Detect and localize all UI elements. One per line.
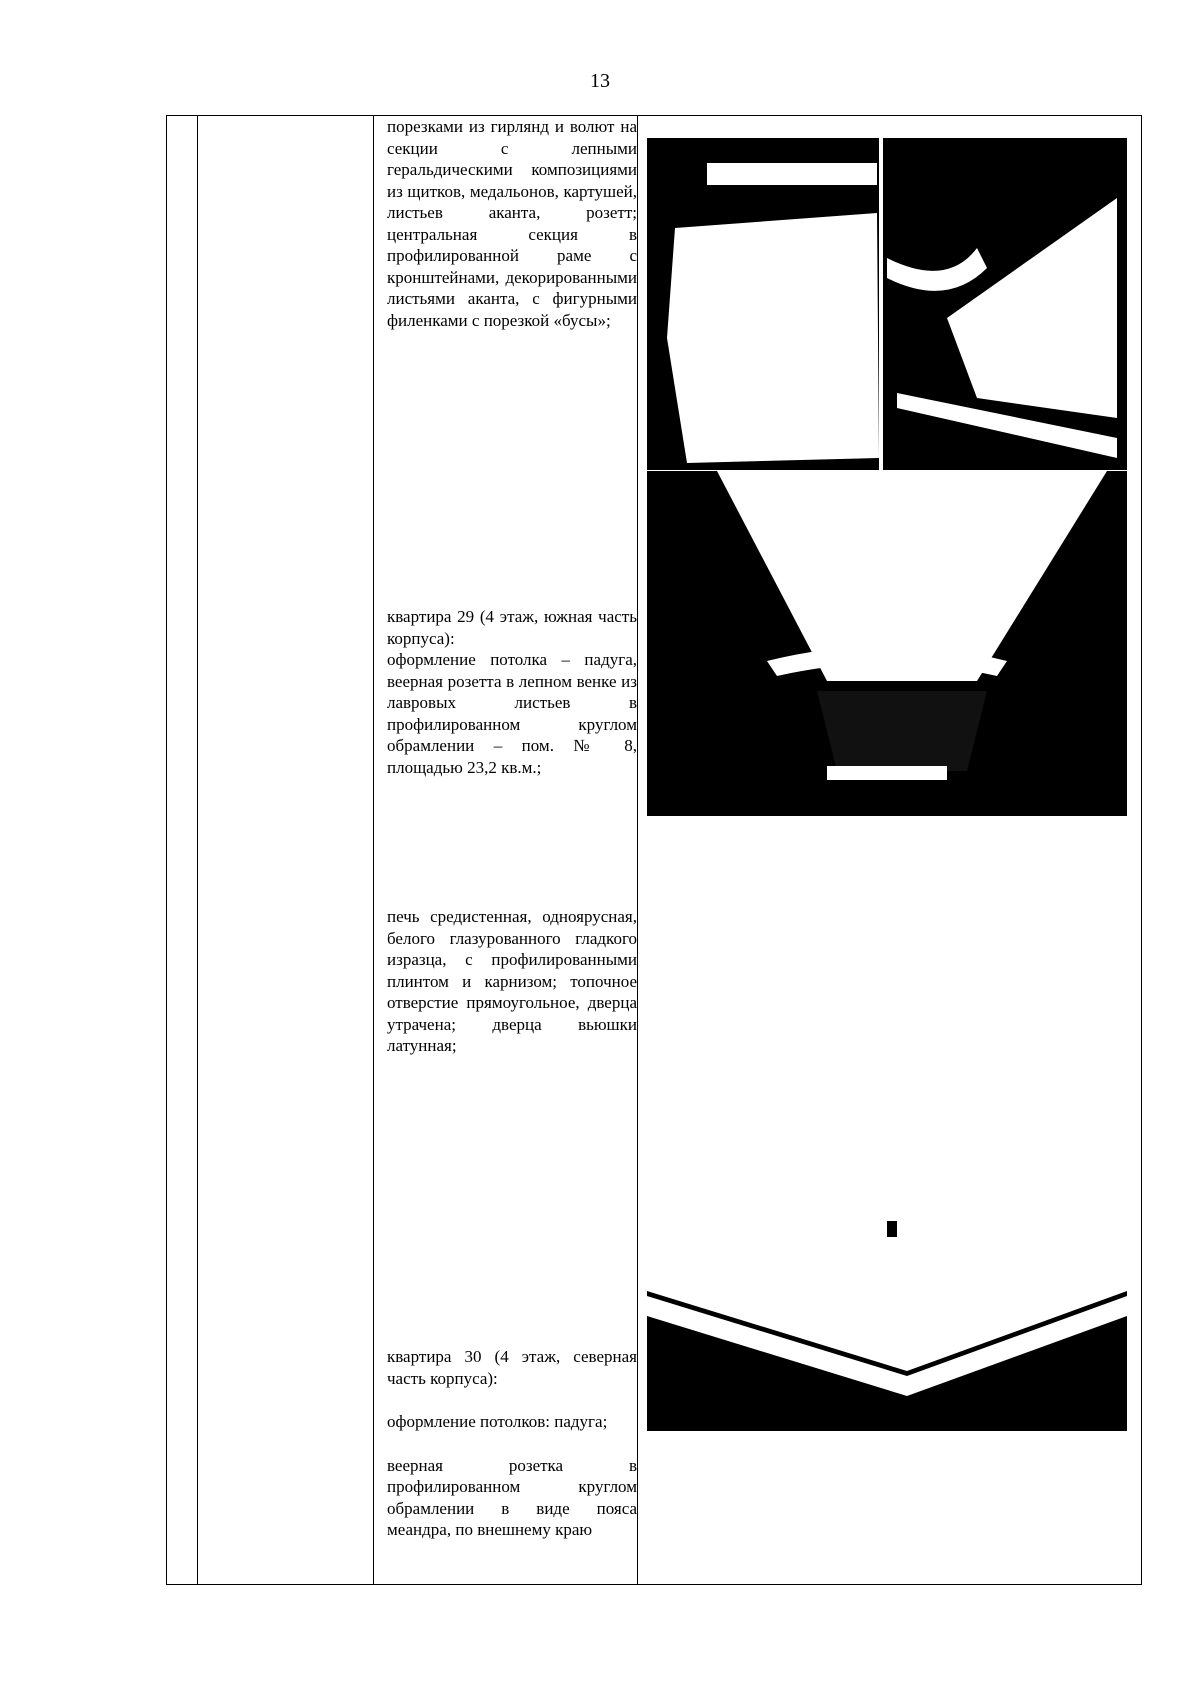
page-number: 13 (590, 70, 610, 92)
description-text-4: квартира 30 (4 этаж, северная часть корпуса): оформление потолков: падуга; веерная розетка в профилированном круглом обрамлении в виде пояса меандра, по внешнему краю (387, 1347, 637, 1539)
table-column-divider (637, 116, 638, 1584)
description-text-2: квартира 29 (4 этаж, южная часть корпуса): оформление потолка – падуга, веерная розетта в лепном венке из лавровых листьев в профилированном круглом обрамлении – пом. № 8, площадью 23,2 кв.м.; (387, 607, 637, 777)
description-text-1: порезками из гирлянд и волют на секции с лепными геральдическими композициями из щитков, медальонов, картушей, листьев аканта, розетт; центральная секция в профилированной раме с кронштейнами, декорированными листьями аканта, с фигурными филенками с порезкой «бусы»; (387, 117, 637, 330)
table-column-divider (197, 116, 198, 1584)
photo-ceiling-cornice (647, 1071, 1127, 1431)
document-table (166, 115, 1142, 1585)
description-text-3: печь средистенная, одноярусная, белого глазурованного гладкого изразца, с профилированными плинтом и карнизом; топочное отверстие прямоугольное, дверца утрачена; дверца вьюшки латунная; (387, 907, 637, 1055)
table-column-divider (373, 116, 374, 1584)
photo-ceiling-rosette (647, 471, 1127, 816)
photo-ceiling-molding (647, 138, 1127, 470)
